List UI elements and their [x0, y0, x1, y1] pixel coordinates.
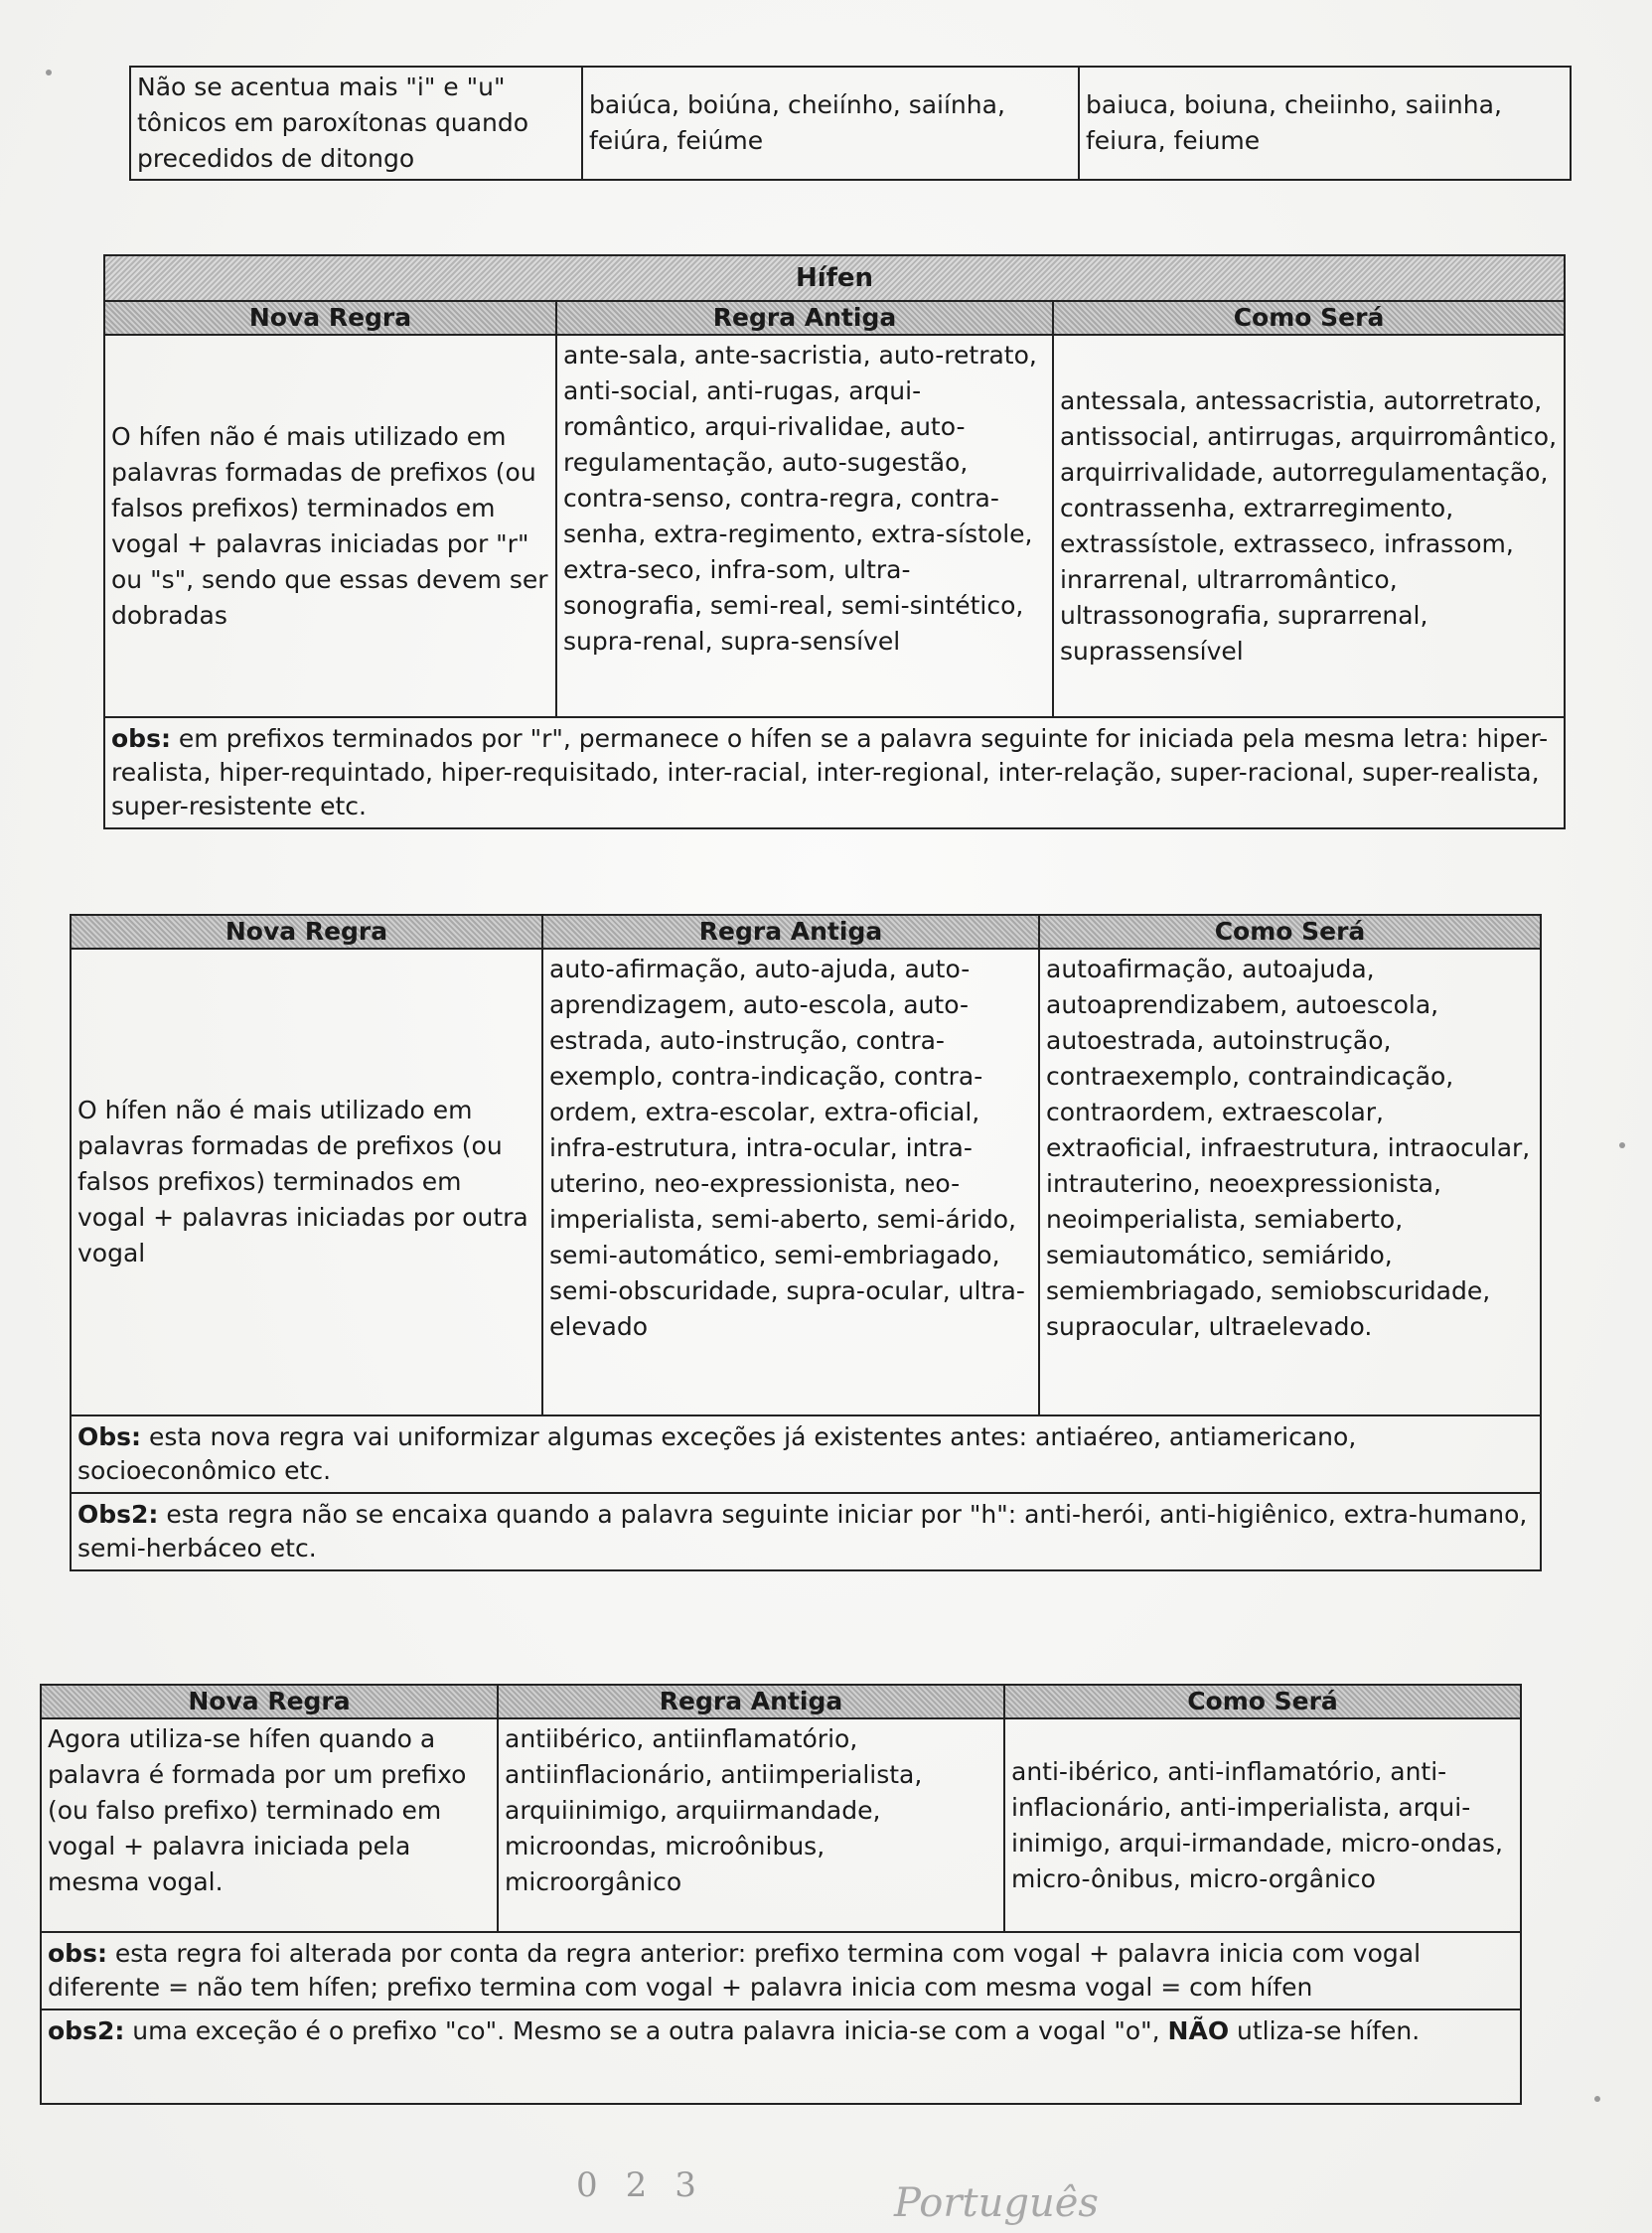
header-result: Como Será [1053, 301, 1565, 335]
accent-rule-table [129, 66, 1572, 181]
header-new-rule: Nova Regra [71, 915, 542, 949]
obs-label: obs: [48, 1939, 107, 1968]
obs-label: obs: [111, 724, 171, 753]
section-title: Hífen [104, 255, 1565, 301]
header-old-rule: Regra Antiga [542, 915, 1039, 949]
observation [104, 717, 1565, 828]
obs-text: esta nova regra vai uniformizar algumas exceções já existentes antes: antiaéreo, antiamericano, socioeconômico etc. [77, 1422, 1357, 1485]
obs2-text: esta regra não se encaixa quando a palavra seguinte iniciar por "h": anti-herói, anti-higiênico, extra-humano, semi-herbáceo etc. [77, 1500, 1528, 1563]
obs2-label: obs2: [48, 2016, 125, 2045]
old-examples: auto-afirmação, auto-ajuda, auto-aprendizagem, auto-escola, auto-estrada, auto-instrução, contra-exemplo, contra-indicação, contra-ordem, extra-escolar, extra-oficial, infra-estrutura, intra-ocular, intra-uterino, neo-expressionista, neo-imperialista, semi-aberto, semi-árido, semi-automático, semi-embriagado, semi-obscuridade, supra-ocular, ultra-elevado [542, 949, 1039, 1415]
header-old-rule: Regra Antiga [556, 301, 1053, 335]
accent-new-examples: baiuca, boiuna, cheiinho, saiinha, feiura, feiume [1079, 67, 1571, 180]
handwritten-signature: Português [894, 2180, 1099, 2226]
accent-rule-text: Não se acentua mais "i" e "u" tônicos em paroxítonas quando precedidos de ditongo [130, 67, 582, 180]
obs-text: esta regra foi alterada por conta da regra anterior: prefixo termina com vogal + palavra inicia com vogal diferente = não tem hífen; prefixo termina com vogal + palavra inicia com mesma vogal = com hífen [48, 1939, 1422, 2002]
scan-speck [1619, 1142, 1625, 1148]
scan-speck [46, 70, 52, 75]
header-new-rule: Nova Regra [41, 1685, 498, 1718]
header-result: Como Será [1004, 1685, 1521, 1718]
obs-label: Obs: [77, 1422, 142, 1451]
obs2-label: Obs2: [77, 1500, 159, 1529]
new-examples: anti-ibérico, anti-inflamatório, anti-inflacionário, anti-imperialista, arqui-inimigo, arqui-irmandade, micro-ondas, micro-ônibus, micro-orgânico [1004, 1718, 1521, 1932]
observation [71, 1415, 1541, 1493]
obs2-text-a: uma exceção é o prefixo "co". Mesmo se a outra palavra inicia-se com a vogal "o", [124, 2016, 1168, 2045]
new-examples: autoafirmação, autoajuda, autoaprendizabem, autoescola, autoestrada, autoinstrução, contraexemplo, contraindicação, contraordem, extraescolar, extraoficial, infraestrutura, intraocular, intrauterino, neoexpressionista, neoimperialista, semiaberto, semiautomático, semiárido, semiembriagado, semiobscuridade, supraocular, ultraelevado. [1039, 949, 1541, 1415]
rule-description: O hífen não é mais utilizado em palavras formadas de prefixos (ou falsos prefixos) terminados em vogal + palavras iniciadas por outra vogal [71, 949, 542, 1415]
observation-2 [71, 1493, 1541, 1570]
obs-text: em prefixos terminados por "r", permanece o hífen se a palavra seguinte for iniciada pela mesma letra: hiper-realista, hiper-requintado, hiper-requisitado, inter-racial, inter-regional, inter-relação, super-racional, super-realista, super-resistente etc. [111, 724, 1549, 820]
old-examples: antiibérico, antiinflamatório, antiinflacionário, antiimperialista, arquiinimigo, arquiirmandade, microondas, microônibus, microorgânico [498, 1718, 1004, 1932]
rule-description: Agora utiliza-se hífen quando a palavra é formada por um prefixo (ou falso prefixo) terminado em vogal + palavra iniciada pela mesma vogal. [41, 1718, 498, 1932]
obs2-emphasis: NÃO [1167, 2016, 1230, 2045]
accent-old-examples: baiúca, boiúna, cheiínho, saiínha, feiúra, feiúme [582, 67, 1079, 180]
obs2-text-b: utliza-se hífen. [1229, 2016, 1421, 2045]
hyphen-same-vowel-table [40, 1684, 1522, 2105]
handwritten-number: 023 [576, 2165, 724, 2205]
rule-description: O hífen não é mais utilizado em palavras formadas de prefixos (ou falsos prefixos) terminados em vogal + palavras iniciadas por "r" ou "s", sendo que essas devem ser dobradas [104, 335, 556, 717]
header-new-rule: Nova Regra [104, 301, 556, 335]
new-examples: antessala, antessacristia, autorretrato, antissocial, antirrugas, arquirromântico, arquirrivalidade, autorregulamentação, contrassenha, extrarregimento, extrassístole, extrasseco, infrassom, inrarrenal, ultrarromântico, ultrassonografia, suprarrenal, suprassensível [1053, 335, 1565, 717]
observation-2 [41, 2010, 1521, 2104]
hyphen-vowel-table [70, 914, 1542, 1571]
observation [41, 1932, 1521, 2010]
scan-speck [1594, 2096, 1600, 2102]
old-examples: ante-sala, ante-sacristia, auto-retrato, anti-social, anti-rugas, arqui-romântico, arqui-rivalidae, auto-regulamentação, auto-sugestão, contra-senso, contra-regra, contra-senha, extra-regimento, extra-sístole, extra-seco, infra-som, ultra-sonografia, semi-real, semi-sintético, supra-renal, supra-sensível [556, 335, 1053, 717]
header-result: Como Será [1039, 915, 1541, 949]
hyphen-rs-table [103, 254, 1566, 829]
header-old-rule: Regra Antiga [498, 1685, 1004, 1718]
